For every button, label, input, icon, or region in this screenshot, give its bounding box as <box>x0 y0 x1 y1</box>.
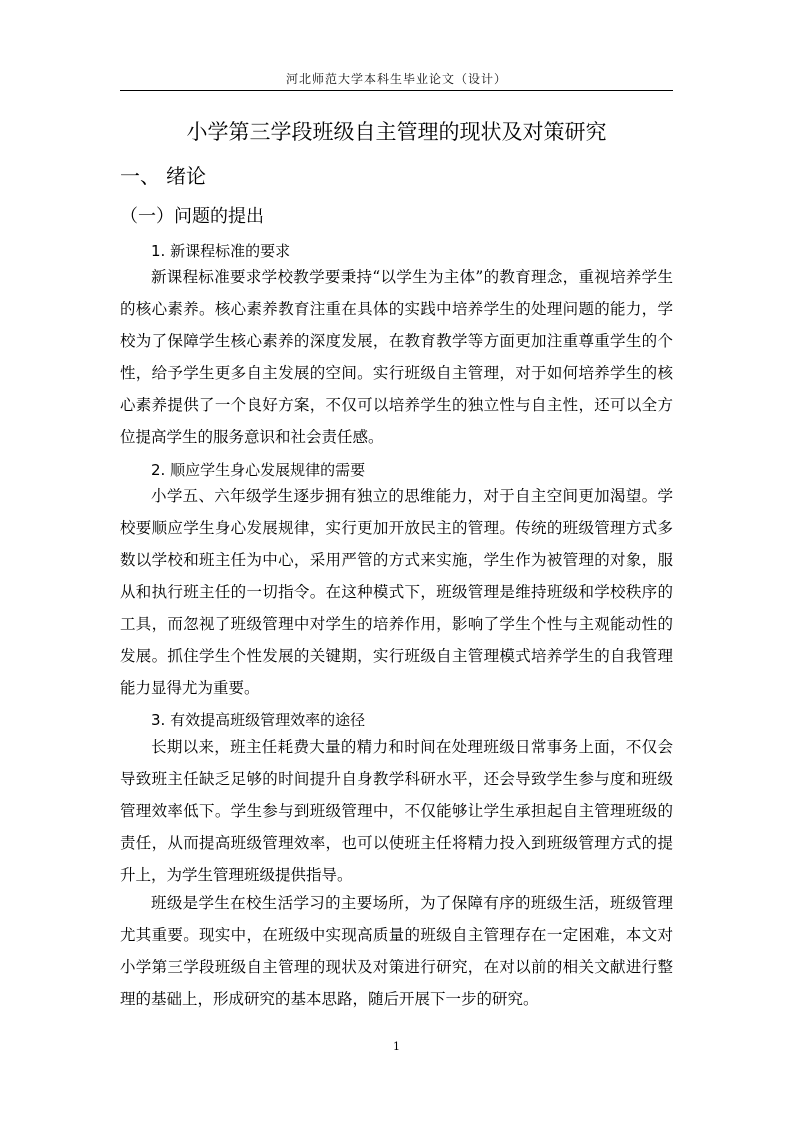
header-rule <box>120 90 673 91</box>
body-paragraph: 新课程标准要求学校教学要秉持“以学生为主体”的教育理念，重视培养学生的核心素养。核心素养教育注重在具体的实践中培养学生的处理问题的能力，学校为了保障学生核心素养的深度发展，在教育教学等方面更加注重尊重学生的个性，给予学生更多自主发展的空间。实行班级自主管理，对于如何培养学生的核心素养提供了一个良好方案，不仅可以培养学生的独立性与自主性，还可以全方位提高学生的服务意识和社会责任感。 <box>120 268 673 446</box>
subsection-heading: （一）问题的提出 <box>120 206 264 227</box>
section-number: 一、 <box>120 164 160 188</box>
page-number: 1 <box>393 1040 400 1053</box>
paper-title: 小学第三学段班级自主管理的现状及对策研究 <box>186 120 607 144</box>
closing-paragraph: 班级是学生在校生活学习的主要场所，为了保障有序的班级生活，班级管理尤其重要。现实中，在班级中实现高质量的班级自主管理存在一定困难，本文对小学第三学段班级自主管理的现状及对策进行研究，在对以前的相关文献进行整理的基础上，形成研究的基本思路，随后开展下一步的研究。 <box>120 894 673 1008</box>
body-paragraph: 小学五、六年级学生逐步拥有独立的思维能力，对于自主空间更加渴望。学校要顺应学生身心发展规律，实行更加开放民主的管理。传统的班级管理方式多数以学校和班主任为中心，采用严管的方式来实施，学生作为被管理的对象，服从和执行班主任的一切指令。在这种模式下，班级管理是维持班级和学校秩序的工具，而忽视了班级管理中对学生的培养作用，影响了学生个性与主观能动性的发展。抓住学生个性发展的关键期，实行班级自主管理模式培养学生的自我管理能力显得尤为重要。 <box>120 487 673 697</box>
item-heading: 3. 有效提高班级管理效率的途径 <box>151 711 366 729</box>
section-title: 绪论 <box>166 164 206 188</box>
body-paragraph: 长期以来，班主任耗费大量的精力和时间在处理班级日常事务上面，不仅会导致班主任缺乏足够的时间提升自身教学科研水平，还会导致学生参与度和班级管理效率低下。学生参与到班级管理中，不仅能够让学生承担起自主管理班级的责任，从而提高班级管理效率，也可以使班主任将精力投入到班级管理方式的提升上，为学生管理班级提供指导。 <box>120 738 673 884</box>
running-header: 河北师范大学本科生毕业论文（设计） <box>285 72 507 86</box>
section-heading <box>120 160 206 189</box>
item-heading: 1. 新课程标准的要求 <box>151 242 291 260</box>
item-heading: 2. 顺应学生身心发展规律的需要 <box>151 461 366 479</box>
